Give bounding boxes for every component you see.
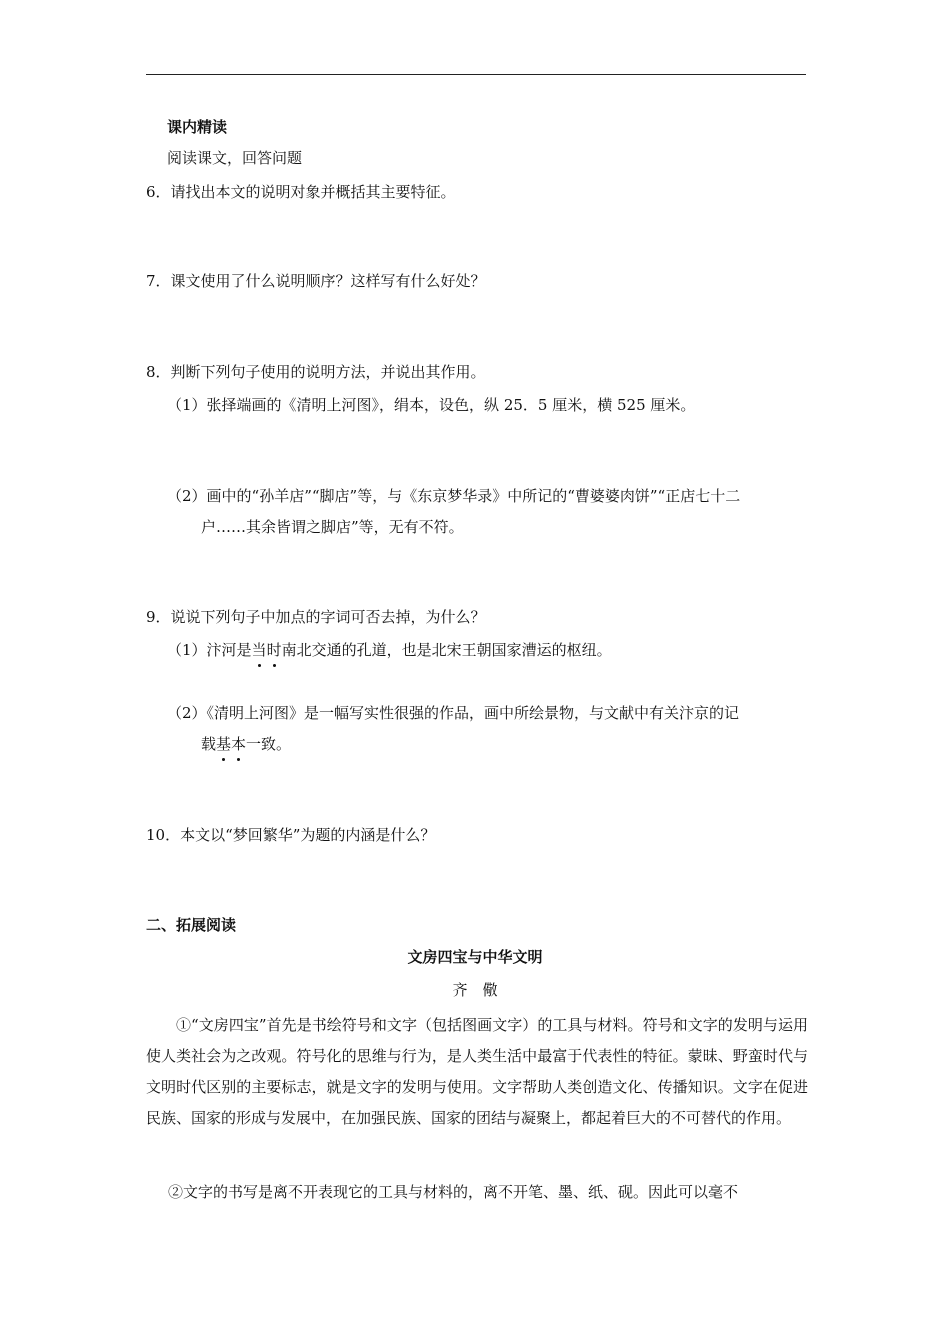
article-paragraph-1: ①“文房四宝”首先是书绘符号和文字（包括图画文字）的工具与材料。符号和文字的发明与运用使人类社会为之改观。符号化的思维与行为，是人类生活中最富于代表性的特征。蒙昧、野蛮时代与文明时代区别的主要标志，就是文字的发明与使用。文字帮助人类创造文化、传播知识。文字在促进民族、国家的形成与发展中，在加强民族、国家的团结与凝聚上，都起着巨大的不可替代的作用。: [146, 1016, 808, 1127]
reading-instruction: 阅读课文，回答问题: [167, 149, 303, 167]
dotted-char: 当: [251, 641, 267, 659]
q9-2-text-before: 载: [201, 735, 217, 753]
q9-1-text-after: 南北交通的孔道，也是北宋王朝国家漕运的枢纽。: [281, 641, 612, 659]
question-9: 9．说说下列句子中加点的字词可否去掉，为什么？: [146, 608, 486, 626]
question-7: 7．课文使用了什么说明顺序？这样写有什么好处？: [146, 272, 486, 290]
question-9-sub-1: [167, 639, 612, 661]
question-9-sub-2-line-1: （2）《清明上河图》是一幅写实性很强的作品，画中所绘景物，与文献中有关汴京的记: [167, 704, 740, 722]
article-paragraph-2: ②文字的书写是离不开表现它的工具与材料的，离不开笔、墨、纸、砚。因此可以毫不: [168, 1183, 739, 1201]
dotted-char: 本: [231, 735, 247, 753]
header-rule: [146, 74, 806, 75]
article-title: 文房四宝与中华文明: [407, 948, 543, 966]
dotted-char: 基: [216, 735, 232, 753]
question-8-sub-2-line-2: 户……其余皆谓之脚店”等，无有不符。: [201, 518, 464, 536]
q9-2-text-after: 一致。: [246, 735, 292, 753]
question-8-sub-2-line-1: （2）画中的“孙羊店”“脚店”等，与《东京梦华录》中所记的“曹婆婆肉饼”“正店七十二: [167, 487, 741, 505]
q9-1-text-before: （1）汴河是: [167, 641, 252, 659]
question-6: 6．请找出本文的说明对象并概括其主要特征。: [146, 183, 456, 201]
section-heading-extended: 二、拓展阅读: [146, 916, 237, 934]
question-8-sub-1: （1）张择端画的《清明上河图》，绢本，设色，纵 25．5 厘米，横 525 厘米。: [167, 396, 696, 414]
section-heading-intra: 课内精读: [167, 118, 228, 136]
question-10: 10．本文以“梦回繁华”为题的内涵是什么？: [146, 826, 436, 844]
question-8: 8．判断下列句子使用的说明方法，并说出其作用。: [146, 363, 486, 381]
dotted-char: 时: [266, 641, 282, 659]
question-9-sub-2-line-2: [201, 733, 291, 755]
article-author: 齐 儆: [452, 981, 498, 999]
